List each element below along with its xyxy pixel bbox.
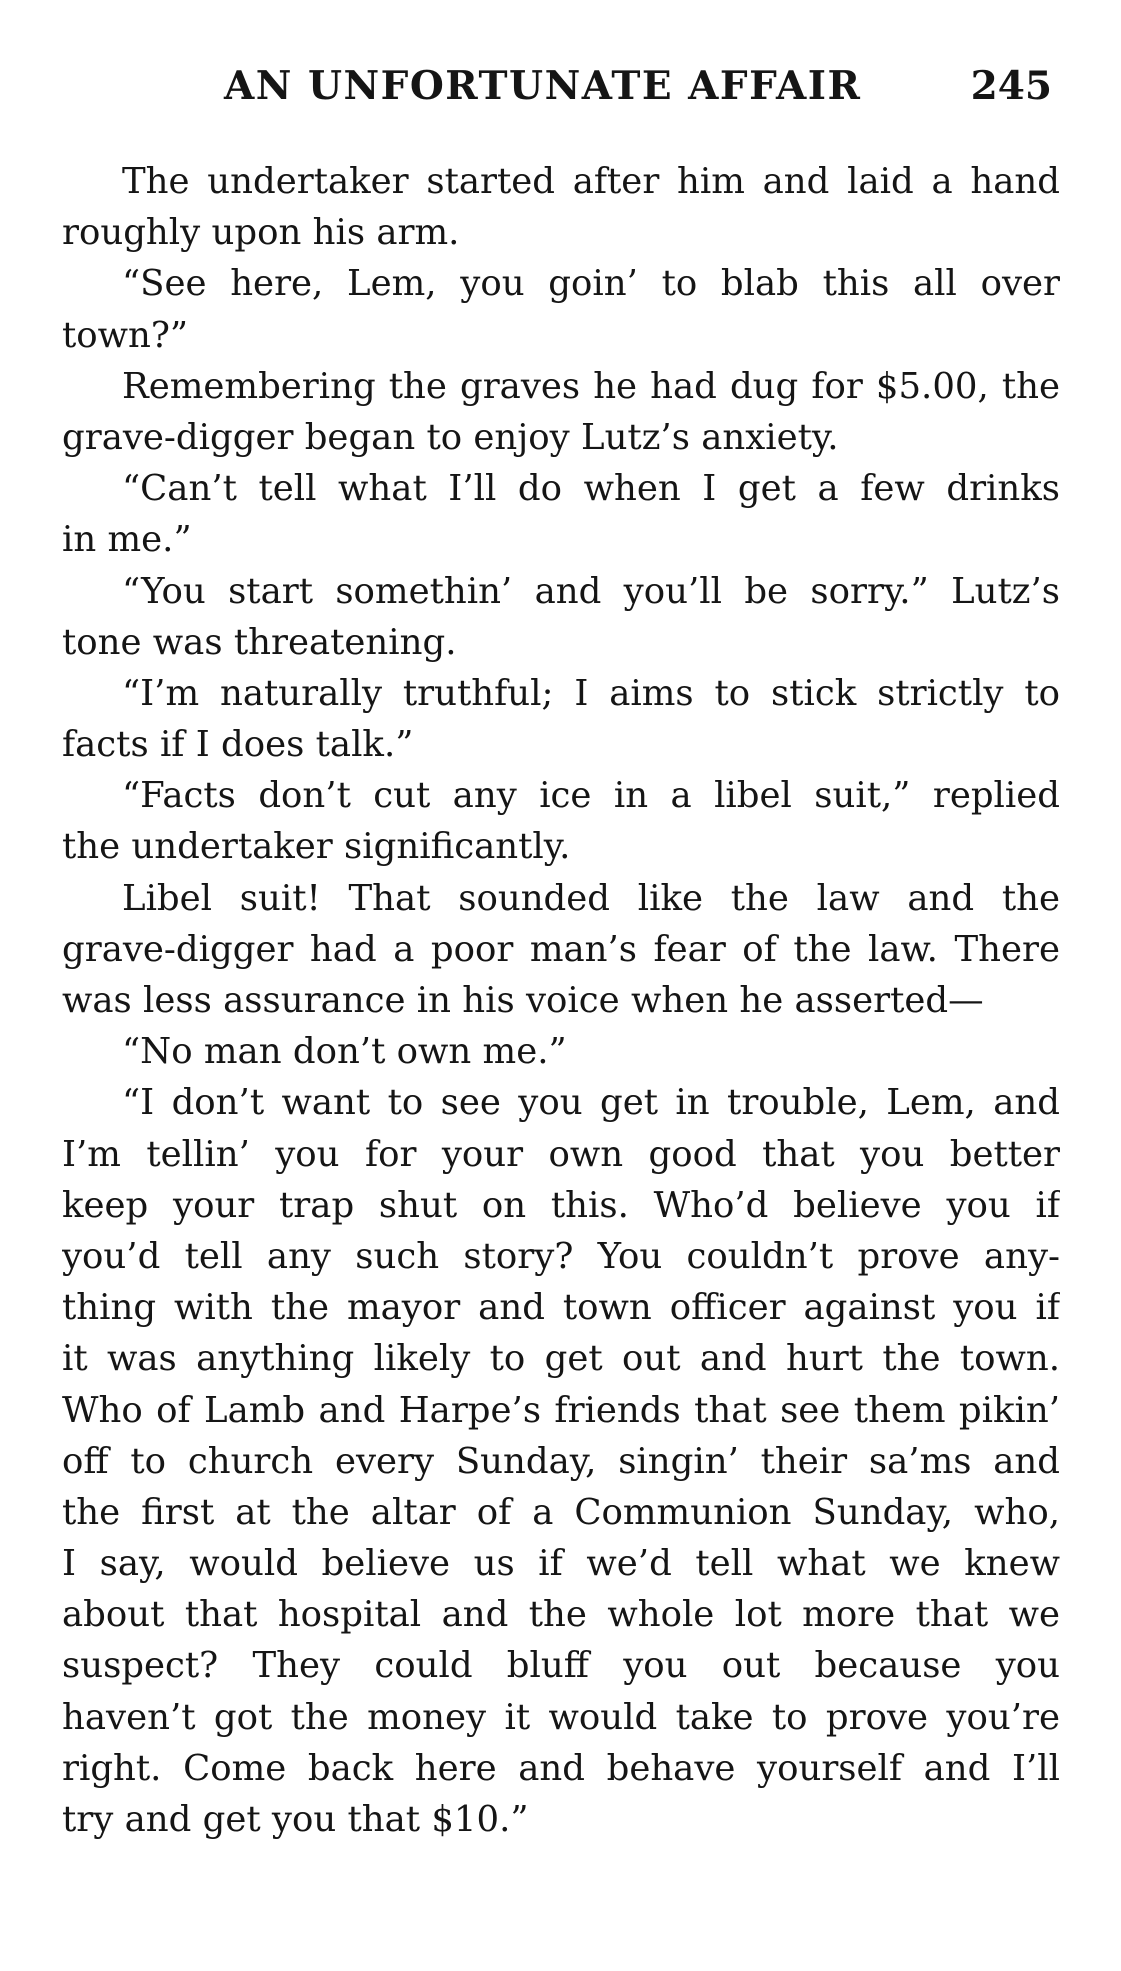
running-head bbox=[64, 58, 1056, 118]
text-line: town?” bbox=[62, 314, 189, 356]
paragraph bbox=[62, 258, 1060, 360]
paragraph bbox=[62, 1077, 1060, 1845]
text-line: suspect? They could bluff you out because you bbox=[62, 1645, 1060, 1687]
text-line: “Can’t tell what I’ll do when I get a few drinks bbox=[122, 468, 1060, 510]
text-body bbox=[62, 156, 1060, 1845]
text-line: grave-digger began to enjoy Lutz’s anxiety. bbox=[62, 416, 839, 458]
text-line: Remembering the graves he had dug for $5.00, the bbox=[122, 365, 1060, 407]
text-line: roughly upon his arm. bbox=[62, 212, 460, 254]
text-line: off to church every Sunday, singin’ their sa’ms and bbox=[62, 1440, 1060, 1482]
text-line: I say, would believe us if we’d tell what we knew bbox=[62, 1543, 1060, 1585]
text-line: facts if I does talk.” bbox=[62, 724, 414, 766]
text-line: The undertaker started after him and laid a hand bbox=[122, 161, 1060, 202]
paragraph bbox=[62, 156, 1060, 258]
text-line: grave-digger had a poor man’s fear of the law. There bbox=[62, 928, 1060, 970]
text-line: thing with the mayor and town officer against you if bbox=[62, 1287, 1060, 1329]
paragraph bbox=[62, 463, 1060, 565]
text-line: right. Come back here and behave yourself and I’ll bbox=[62, 1747, 1060, 1789]
running-title: AN UNFORTUNATE AFFAIR bbox=[224, 63, 862, 109]
text-line: “I’m naturally truthful; I aims to stick strictly to bbox=[122, 672, 1060, 714]
page-number: 245 bbox=[970, 63, 1052, 109]
text-line: Who of Lamb and Harpe’s friends that see them pikin’ bbox=[62, 1389, 1060, 1431]
text-line: the undertaker significantly. bbox=[62, 826, 571, 868]
paragraph bbox=[62, 873, 1060, 1027]
text-line: try and get you that $10.” bbox=[62, 1799, 529, 1840]
text-line: the first at the altar of a Communion Sunday, who, bbox=[62, 1491, 1060, 1533]
paragraph bbox=[62, 668, 1060, 770]
text-line: Libel suit! That sounded like the law and the bbox=[122, 877, 1060, 919]
text-line: “You start somethin’ and you’ll be sorry.” Lutz’s bbox=[122, 570, 1060, 612]
paragraph bbox=[62, 770, 1060, 872]
text-line: was less assurance in his voice when he asserted— bbox=[62, 980, 984, 1021]
text-line: “Facts don’t cut any ice in a libel suit,” replied bbox=[122, 775, 1060, 817]
text-line: about that hospital and the whole lot more that we bbox=[62, 1594, 1060, 1636]
paragraph bbox=[62, 566, 1060, 668]
text-line: it was anything likely to get out and hurt the town. bbox=[62, 1338, 1060, 1380]
text-line: haven’t got the money it would take to prove you’re bbox=[62, 1696, 1060, 1738]
text-line: you’d tell any such story? You couldn’t prove any- bbox=[62, 1235, 1060, 1277]
text-line: “I don’t want to see you get in trouble, Lem, and bbox=[122, 1082, 1060, 1124]
paragraph bbox=[62, 1026, 1060, 1077]
text-line: tone was threatening. bbox=[62, 621, 457, 663]
paragraph bbox=[62, 361, 1060, 463]
text-line: I’m tellin’ you for your own good that you better bbox=[62, 1133, 1060, 1175]
text-line: keep your trap shut on this. Who’d believe you if bbox=[62, 1184, 1060, 1226]
text-line: “See here, Lem, you goin’ to blab this all over bbox=[122, 263, 1060, 305]
text-line: “No man don’t own me.” bbox=[122, 1031, 567, 1073]
text-line: in me.” bbox=[62, 519, 192, 561]
